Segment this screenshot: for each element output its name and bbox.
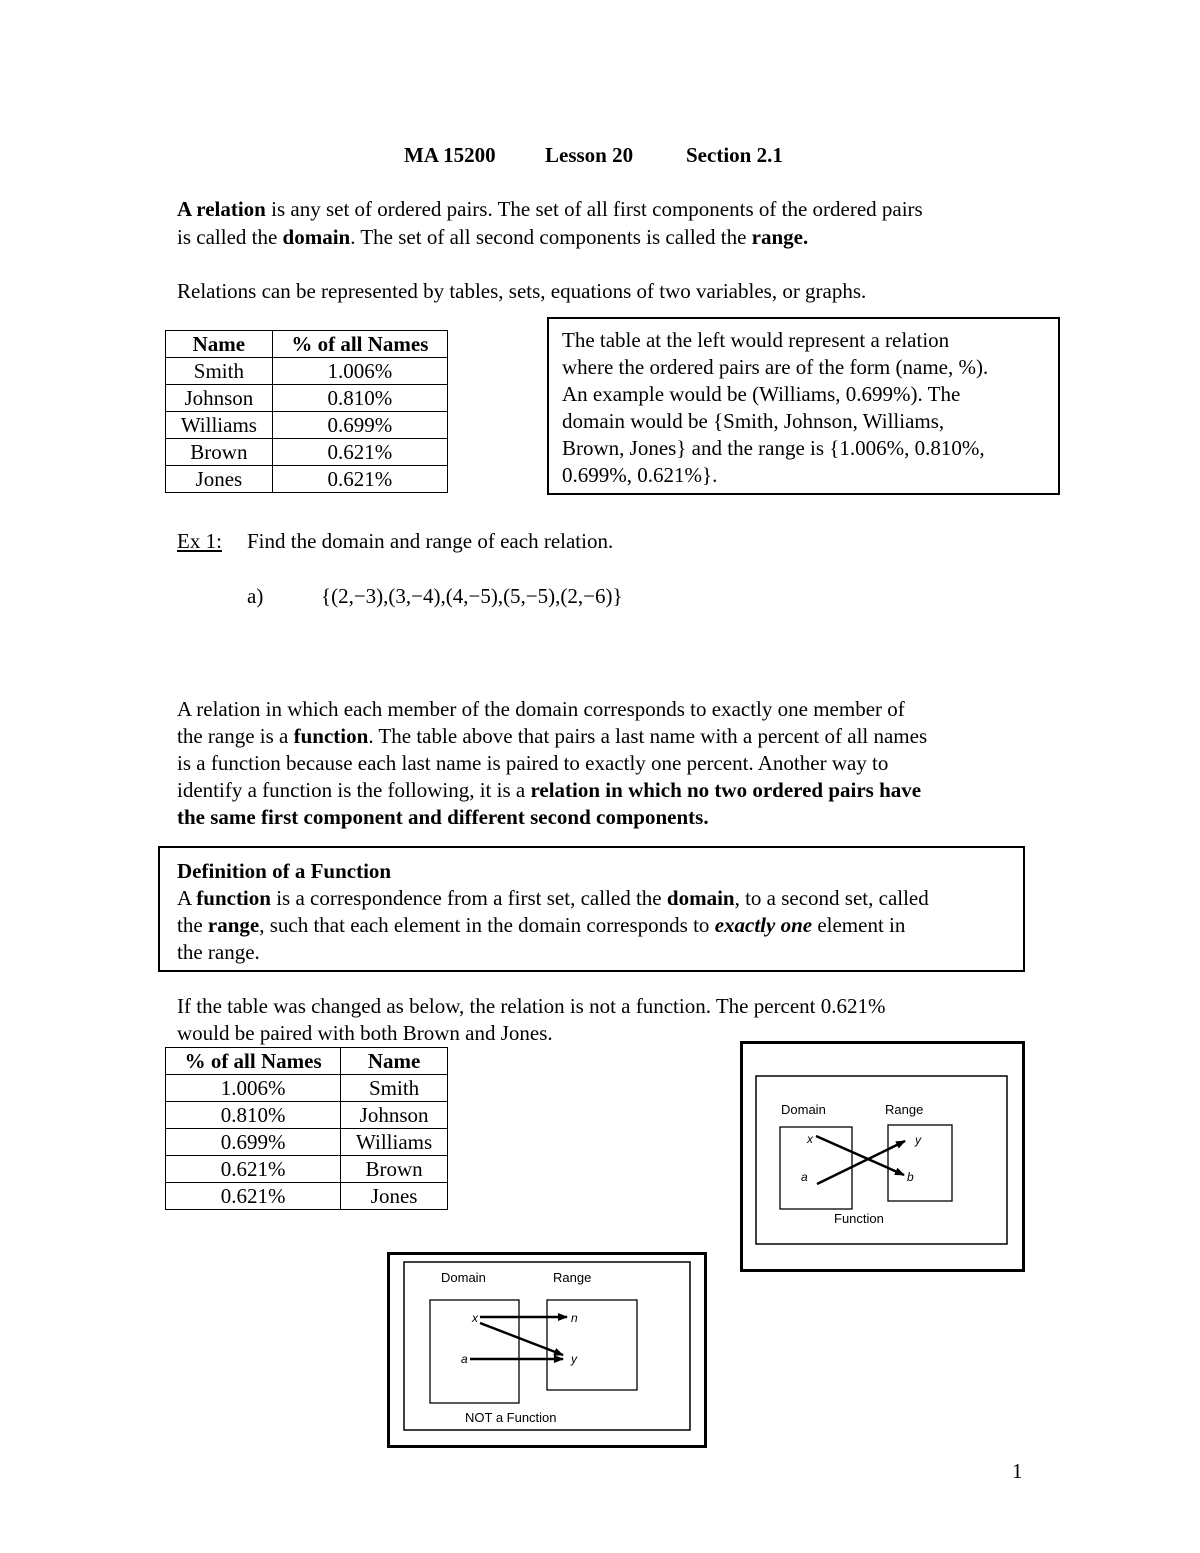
range-set-box (547, 1300, 637, 1390)
table-row (166, 385, 448, 412)
table-cell: Smith (166, 358, 273, 385)
table-cell: Brown (341, 1156, 448, 1183)
diagram-caption: NOT a Function (465, 1410, 557, 1425)
table-cell: 0.621% (166, 1156, 341, 1183)
table-cell: 0.621% (272, 439, 447, 466)
table-header-cell: Name (166, 331, 273, 358)
names-table (165, 330, 448, 493)
note-line: The table at the left would represent a relation (562, 328, 950, 352)
range-element: y (915, 1133, 921, 1147)
table-cell: 0.621% (166, 1183, 341, 1210)
range-element: b (907, 1170, 914, 1184)
table-cell: Williams (166, 412, 273, 439)
lesson-label: Lesson 20 (545, 143, 634, 167)
example-instruction: Find the domain and range of each relation. (247, 529, 614, 553)
range-label: Range (885, 1102, 924, 1117)
range-element: y (571, 1352, 577, 1366)
function-para-line-2: the range is a function. The table above that pairs a last name with a percent of all names (177, 724, 928, 748)
range-element: n (571, 1311, 578, 1325)
page-number: 1 (1012, 1459, 1023, 1483)
changed-line-2: would be paired with both Brown and Jones. (177, 1021, 553, 1045)
table-row (166, 412, 448, 439)
table-cell: 1.006% (272, 358, 447, 385)
note-line: An example would be (Williams, 0.699%). The (562, 382, 961, 406)
table-cell: 1.006% (166, 1075, 341, 1102)
table-cell: Johnson (341, 1102, 448, 1129)
mapping-arrow (817, 1141, 905, 1184)
domain-element: x (807, 1132, 813, 1146)
mapping-arrow (480, 1323, 563, 1355)
table-cell: Brown (166, 439, 273, 466)
table-row (166, 358, 448, 385)
definition-title: Definition of a Function (177, 859, 392, 883)
course-code: MA 15200 (404, 143, 496, 167)
table-row (166, 1129, 448, 1156)
function-para-line-5: the same first component and different second components. (177, 805, 709, 829)
mapping-arrow (816, 1136, 904, 1175)
changed-line-1: If the table was changed as below, the relation is not a function. The percent 0.621% (177, 994, 886, 1018)
domain-set-box (780, 1127, 852, 1209)
percent-table (165, 1047, 448, 1210)
table-cell: 0.621% (272, 466, 447, 493)
example-part-label: a) (247, 584, 264, 608)
domain-label: Domain (781, 1102, 826, 1117)
domain-label: Domain (441, 1270, 486, 1285)
domain-element: a (461, 1352, 468, 1366)
table-header-cell: % of all Names (166, 1048, 341, 1075)
example-label: Ex 1: (177, 529, 222, 553)
note-line: where the ordered pairs are of the form (name, %). (562, 355, 989, 379)
note-line: 0.699%, 0.621%}. (562, 463, 718, 487)
table-cell: Johnson (166, 385, 273, 412)
intro-line-2: is called the domain. The set of all second components is called the range. (177, 225, 809, 249)
function-para-line-1: A relation in which each member of the domain corresponds to exactly one member of (177, 697, 905, 721)
table-header-row (166, 1048, 448, 1075)
table-cell: Jones (341, 1183, 448, 1210)
table-row (166, 1156, 448, 1183)
table-row (166, 1102, 448, 1129)
table-header-cell: Name (341, 1048, 448, 1075)
table-cell: 0.699% (166, 1129, 341, 1156)
table-cell: Williams (341, 1129, 448, 1156)
not-function-diagram (387, 1252, 707, 1448)
function-diagram (740, 1041, 1025, 1272)
intro-line-3: Relations can be represented by tables, sets, equations of two variables, or graphs. (177, 279, 867, 303)
table-row (166, 466, 448, 493)
diagram-caption: Function (834, 1211, 884, 1226)
section-label: Section 2.1 (686, 143, 783, 167)
function-para-line-4: identify a function is the following, it is a relation in which no two ordered pairs have (177, 778, 922, 802)
domain-element: a (801, 1170, 808, 1184)
note-line: Brown, Jones} and the range is {1.006%, 0.810%, (562, 436, 985, 460)
table-header-cell: % of all Names (272, 331, 447, 358)
table-cell: Jones (166, 466, 273, 493)
domain-element: x (472, 1311, 478, 1325)
table-cell: 0.810% (166, 1102, 341, 1129)
table-cell: 0.699% (272, 412, 447, 439)
function-para-line-3: is a function because each last name is paired to exactly one percent. Another way to (177, 751, 889, 775)
definition-line-2: the range, such that each element in the domain corresponds to exactly one element in (177, 913, 906, 937)
table-cell: 0.810% (272, 385, 447, 412)
definition-line-1: A function is a correspondence from a first set, called the domain, to a second set, called (177, 886, 929, 910)
table-header-row (166, 331, 448, 358)
table-row (166, 1075, 448, 1102)
note-line: domain would be {Smith, Johnson, Williams, (562, 409, 945, 433)
range-label: Range (553, 1270, 592, 1285)
table-row (166, 439, 448, 466)
example-set: {(2,−3),(3,−4),(4,−5),(5,−5),(2,−6)} (321, 584, 623, 608)
table-cell: Smith (341, 1075, 448, 1102)
table-row (166, 1183, 448, 1210)
intro-line-1: A relation is any set of ordered pairs. The set of all first components of the ordered pairs (177, 197, 923, 221)
definition-line-3: the range. (177, 940, 260, 964)
